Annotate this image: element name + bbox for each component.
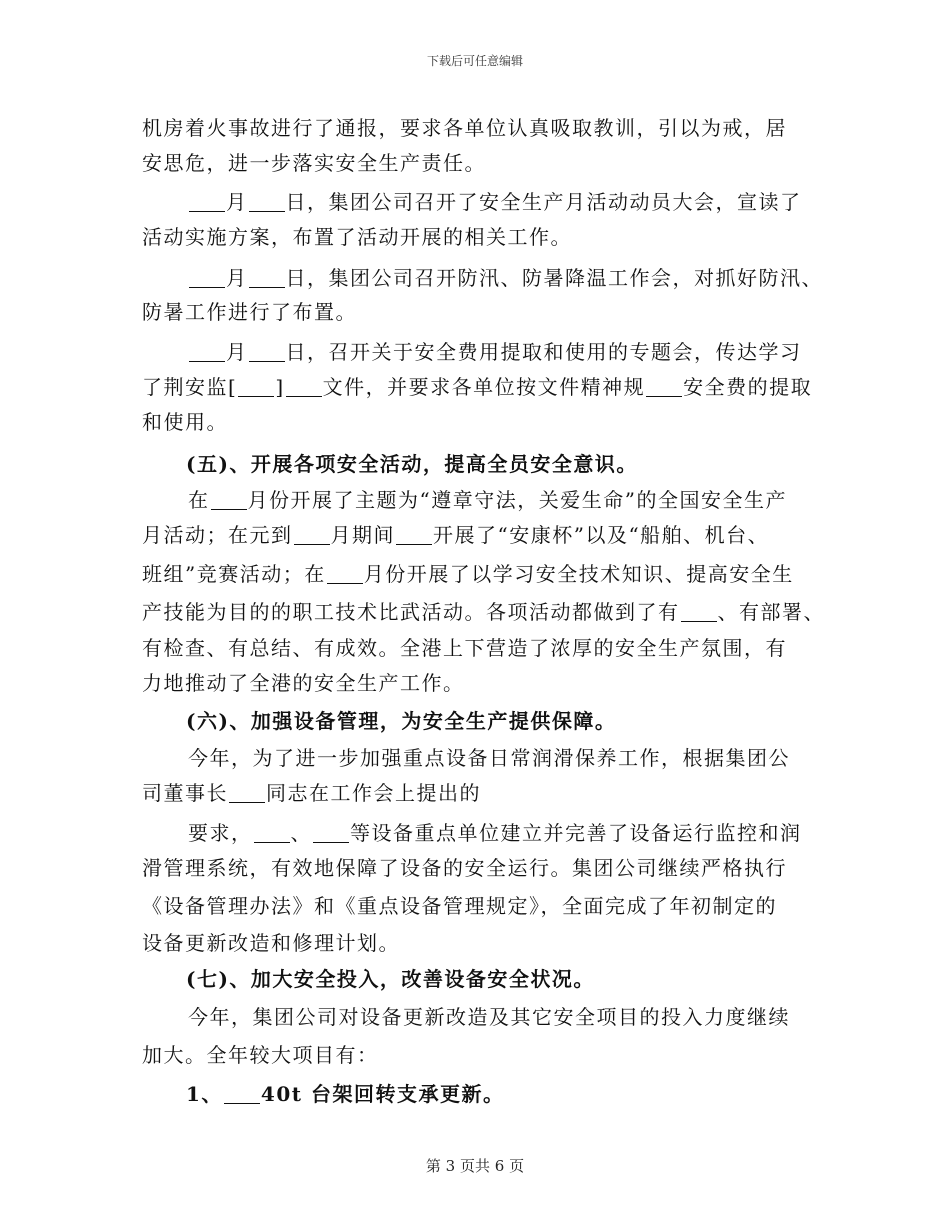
blank-field [238, 376, 274, 397]
body-line: 月 日，集团公司召开防汛、防暑降温工作会，对抓好防汛、 [188, 266, 823, 290]
blank-field [681, 601, 717, 622]
blank-field [396, 524, 432, 545]
body-line: 在 月份开展了主题为“遵章守法，关爱生命”的全国安全生产 [188, 488, 787, 512]
body-line: 了荆安监[ ] 文件，并要求各单位按文件精神规 安全费的提取 [142, 375, 813, 399]
body-line: 要求， 、 等设备重点单位建立并完善了设备运行监控和润 [188, 821, 802, 845]
blank-field [294, 524, 330, 545]
body-line: 活动实施方案，布置了活动开展的相关工作。 [142, 225, 572, 249]
body-line: 和使用。 [142, 410, 228, 434]
blank-field [211, 489, 247, 510]
section-heading: (七)、加大安全投入，改善设备安全状况。 [186, 967, 595, 991]
blank-field [313, 822, 349, 843]
blank-field [224, 1083, 260, 1104]
body-line: 安思危，进一步落实安全生产责任。 [142, 151, 486, 175]
blank-field [249, 267, 285, 288]
body-line: 力地推动了全港的安全生产工作。 [142, 671, 465, 695]
blank-field [249, 341, 285, 362]
body-line: 司董事长 同志在工作会上提出的 [142, 781, 481, 805]
body-line: 机房着火事故进行了通报，要求各单位认真吸取教训，引以为戒，居 [142, 116, 787, 140]
body-line: 今年，集团公司对设备更新改造及其它安全项目的投入力度继续 [188, 1005, 790, 1029]
blank-field [327, 563, 363, 584]
blank-field [229, 782, 265, 803]
page-header: 下载后可任意编辑 [426, 54, 523, 68]
blank-field [249, 191, 285, 212]
section-heading: (五)、开展各项安全活动，提高全员安全意识。 [186, 452, 638, 476]
body-line: 今年，为了进一步加强重点设备日常润滑保养工作，根据集团公 [188, 746, 790, 770]
section-heading: 1、 40t 台架回转支承更新。 [186, 1082, 505, 1106]
section-heading: (六)、加强设备管理，为安全生产提供保障。 [186, 709, 617, 733]
blank-field [646, 376, 682, 397]
body-line: 月活动；在元到 月期间 开展了“安康杯”以及“船舶、机台、 [142, 523, 770, 547]
body-line: 有检查、有总结、有成效。全港上下营造了浓厚的安全生产氛围，有 [142, 636, 787, 660]
body-line: 防暑工作进行了布置。 [142, 300, 357, 324]
blank-field [189, 341, 225, 362]
body-line: 月 日，召开关于安全费用提取和使用的专题会，传达学习 [188, 340, 802, 364]
body-line: 产技能为目的的职工技术比武活动。各项活动都做到了有 、有部署、 [142, 600, 825, 624]
body-line: 《设备管理办法》和《重点设备管理规定》，全面完成了年初制定的 [142, 894, 777, 918]
blank-field [286, 376, 322, 397]
blank-field [189, 267, 225, 288]
body-line: 设备更新改造和修理计划。 [142, 931, 400, 955]
body-line: 月 日，集团公司召开了安全生产月活动动员大会，宣读了 [188, 190, 802, 214]
blank-field [254, 822, 290, 843]
body-line: 班组”竞赛活动；在 月份开展了以学习安全技术知识、提高安全生 [142, 562, 794, 586]
page-number: 第 3 页共 6 页 [425, 1157, 525, 1175]
blank-field [189, 191, 225, 212]
body-line: 滑管理系统，有效地保障了设备的安全运行。集团公司继续严格执行 [142, 856, 787, 880]
body-line: 加大。全年较大项目有： [142, 1043, 379, 1067]
